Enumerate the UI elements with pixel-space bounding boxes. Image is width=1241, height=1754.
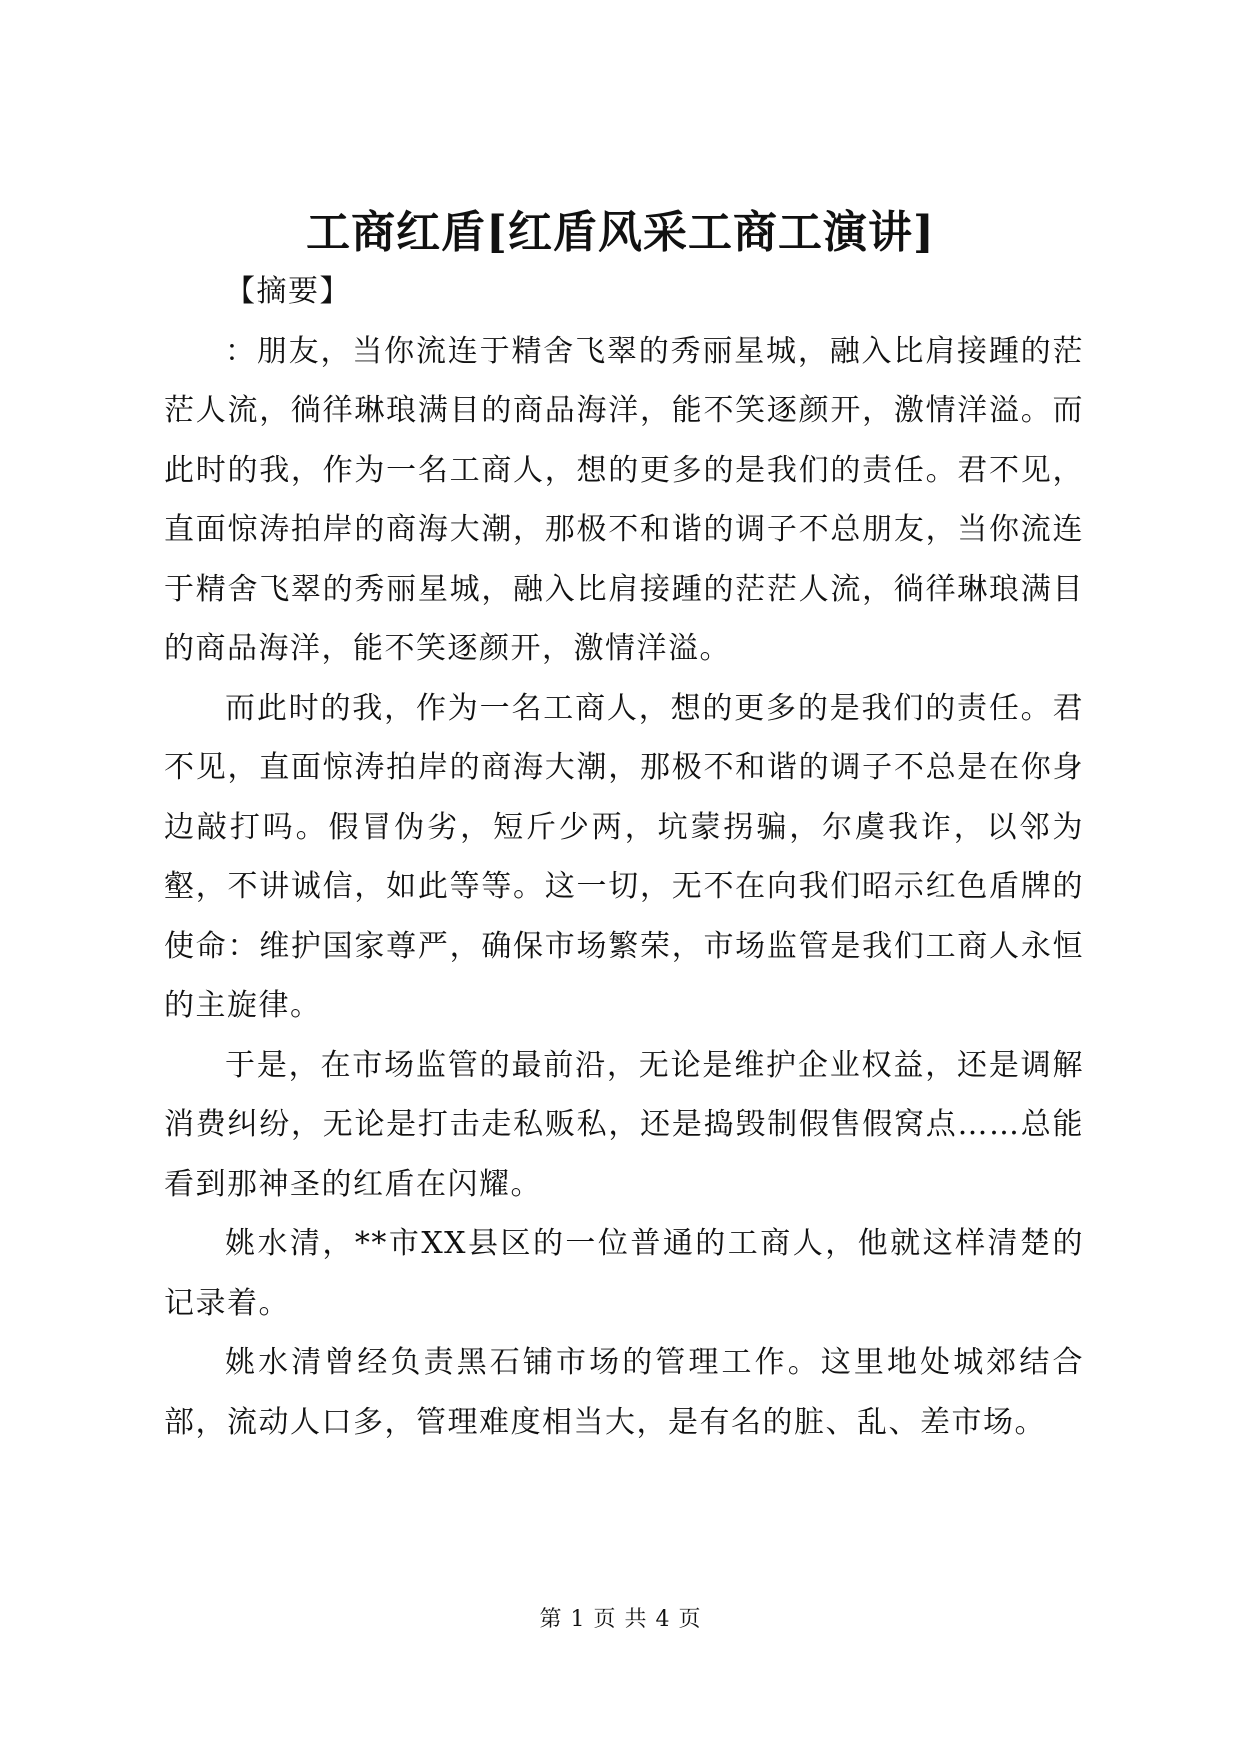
document-body [164, 262, 1084, 1452]
document-title: 工商红盾[红盾风采工商工演讲] [306, 207, 935, 258]
paragraph-5: 姚水清曾经负责黑石铺市场的管理工作。这里地处城郊结合部，流动人口多，管理难度相当大，是有名的脏、乱、差市场。 [164, 1345, 1084, 1440]
paragraph-3: 于是，在市场监管的最前沿，无论是维护企业权益，还是调解消费纠纷，无论是打击走私贩私，还是捣毁制假售假窝点……总能看到那神圣的红盾在闪耀。 [164, 1047, 1084, 1202]
abstract-label: 【摘要】 [225, 274, 351, 309]
paragraph-1: ：朋友，当你流连于精舍飞翠的秀丽星城，融入比肩接踵的茫茫人流，徜徉琳琅满目的商品海洋，能不笑逐颜开，激情洋溢。而此时的我，作为一名工商人，想的更多的是我们的责任。君不见，直面惊涛拍岸的商海大潮，那极不和谐的调子不总朋友，当你流连于精舍飞翠的秀丽星城，融入比肩接踵的茫茫人流，徜徉琳琅满目的商品海洋，能不笑逐颜开，激情洋溢。 [164, 333, 1084, 666]
paragraph-2: 而此时的我，作为一名工商人，想的更多的是我们的责任。君不见，直面惊涛拍岸的商海大潮，那极不和谐的调子不总是在你身边敲打吗。假冒伪劣，短斤少两，坑蒙拐骗，尔虞我诈，以邻为壑，不讲诚信，如此等等。这一切，无不在向我们昭示红色盾牌的使命：维护国家尊严，确保市场繁荣，市场监管是我们工商人永恒的主旋律。 [164, 690, 1084, 1023]
paragraph-4: 姚水清，**市XX县区的一位普通的工商人，他就这样清楚的记录着。 [164, 1226, 1084, 1321]
page-footer: 第 1 页 共 4 页 [539, 1607, 702, 1632]
